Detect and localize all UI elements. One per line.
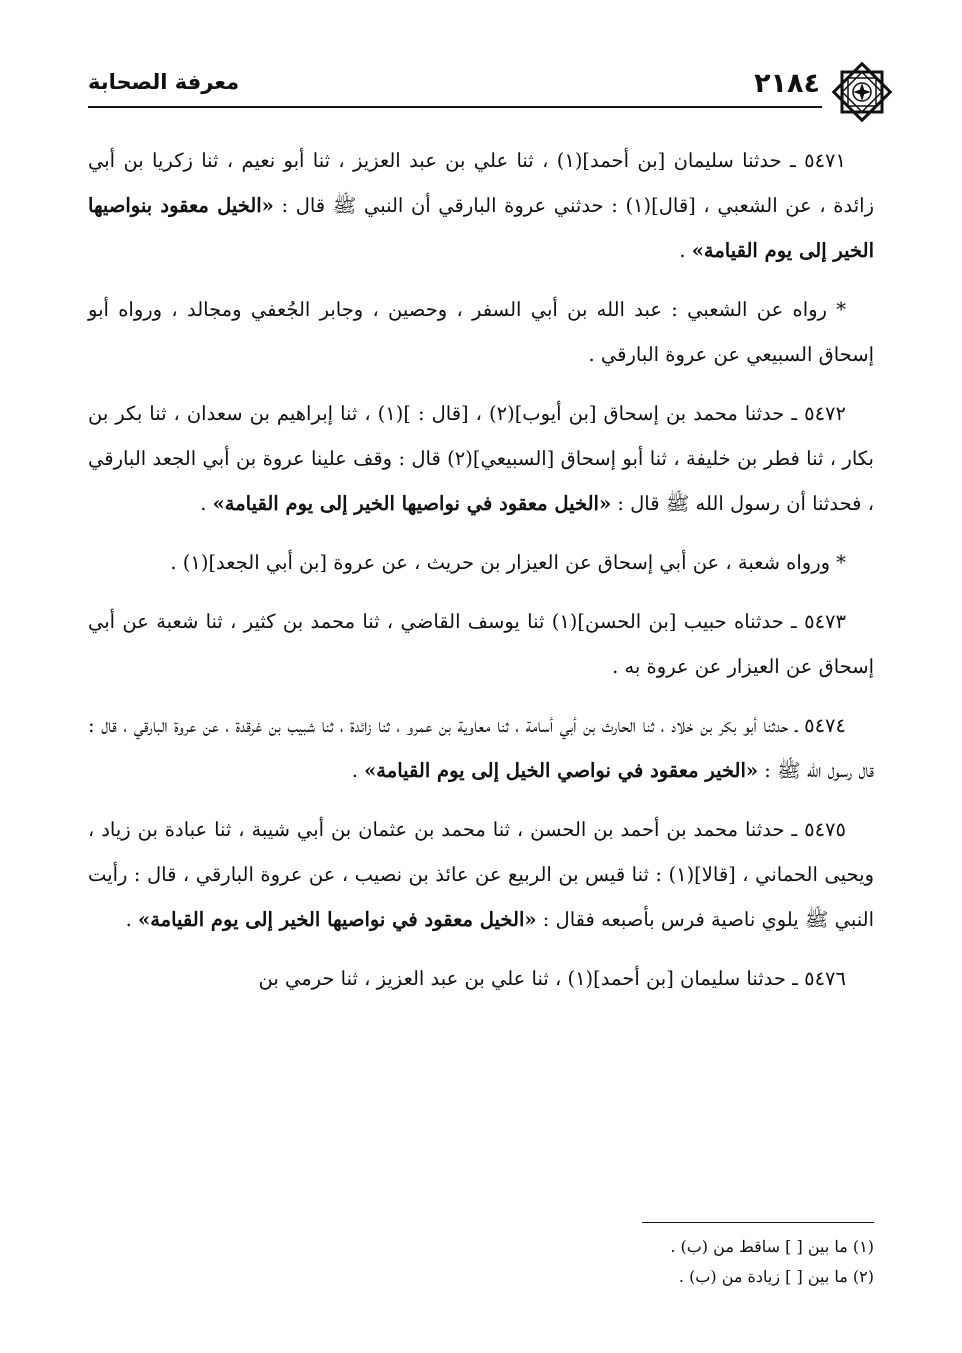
star-ornament-icon <box>830 60 894 124</box>
paragraph-tail: . <box>679 239 692 262</box>
paragraph-text: ٥٤٧٤ ـ حدثنا أبو بكر بن خلاد ، ثنا الحارث بن أبي أسامة ، ثنا معاوية بن عمرو ، ثنا زائدة ، ثنا شبيب بن غرقدة ، عن عروة البارقي ، قال : قال رسول الله ﷺ : <box>88 714 874 782</box>
paragraph-tail: . <box>125 908 138 931</box>
paragraph-text: ٥٤٧٥ ـ حدثنا محمد بن أحمد بن الحسن ، ثنا محمد بن عثمان بن أبي شيبة ، ثنا عبادة بن زياد ، ويحيى الحماني ، [قالا](١) : ثنا قيس بن الربيع عن عائذ بن نصيب ، عن عروة البارقي ، قال : رأيت النبي ﷺ يلوي ناصية فرس بأصبعه فقال : <box>88 818 874 931</box>
paragraph-tail: . <box>351 759 365 782</box>
footnote-rule <box>642 1222 874 1223</box>
hadith-quote: «الخيل معقود في نواصيها الخير إلى يوم القيامة» <box>138 908 537 931</box>
paragraph-5473 <box>88 599 874 689</box>
paragraph-note-1 <box>88 287 874 377</box>
paragraph-tail: . <box>200 492 213 515</box>
footnote-1: (١) ما بين [ ] ساقط من (ب) . <box>670 1237 874 1256</box>
footnotes <box>374 1232 874 1292</box>
book-title: معرفة الصحابة <box>88 70 240 94</box>
paragraph-5474 <box>88 703 874 793</box>
header-rule <box>88 106 822 108</box>
footnote-2: (٢) ما بين [ ] زيادة من (ب) . <box>678 1267 874 1286</box>
paragraph-5471 <box>88 138 874 273</box>
hadith-quote: «الخيل معقود في نواصيها الخير إلى يوم القيامة» <box>212 492 612 515</box>
paragraph-5476 <box>88 956 874 1001</box>
paragraph-text: * رواه عن الشعبي : عبد الله بن أبي السفر ، وحصين ، وجابر الجُعفي ومجالد ، ورواه أبو إسحاق السبيعي عن عروة البارقي . <box>88 298 874 366</box>
hadith-quote: «الخير معقود في نواصي الخيل إلى يوم القيامة» <box>364 759 759 782</box>
paragraph-note-2 <box>88 540 874 585</box>
paragraph-text: ٥٤٧٣ ـ حدثناه حبيب [بن الحسن](١) ثنا يوسف القاضي ، ثنا محمد بن كثير ، ثنا شعبة عن أبي إسحاق عن العيزار عن عروة به . <box>88 610 874 678</box>
page-number: ٢١٨٤ <box>754 68 820 99</box>
paragraph-5472 <box>88 391 874 526</box>
paragraph-text: ٥٤٧١ ـ حدثنا سليمان [بن أحمد](١) ، ثنا علي بن عبد العزيز ، ثنا أبو نعيم ، ثنا زكريا بن أبي زائدة ، عن الشعبي ، [قال](١) : حدثني عروة البارقي أن النبي ﷺ قال : <box>88 149 874 217</box>
main-text <box>88 138 874 1015</box>
paragraph-text: * ورواه شعبة ، عن أبي إسحاق عن العيزار بن حريث ، عن عروة [بن أبي الجعد](١) . <box>170 551 846 574</box>
paragraph-5475 <box>88 807 874 942</box>
page-header <box>88 60 882 112</box>
paragraph-text: ٥٤٧٢ ـ حدثنا محمد بن إسحاق [بن أيوب](٢) ، [قال : ](١) ، ثنا إبراهيم بن سعدان ، ثنا بكر بن بكار ، ثنا فطر بن خليفة ، ثنا أبو إسحاق [السبيعي](٢) قال : وقف علينا عروة بن أبي الجعد البارقي ، فحدثنا أن رسول الله ﷺ قال : <box>88 402 874 515</box>
paragraph-text: ٥٤٧٦ ـ حدثنا سليمان [بن أحمد](١) ، ثنا علي بن عبد العزيز ، ثنا حرمي بن <box>258 967 846 990</box>
hadith-quote: «الخيل معقود بنواصيها الخير إلى يوم القيامة» <box>88 194 874 262</box>
